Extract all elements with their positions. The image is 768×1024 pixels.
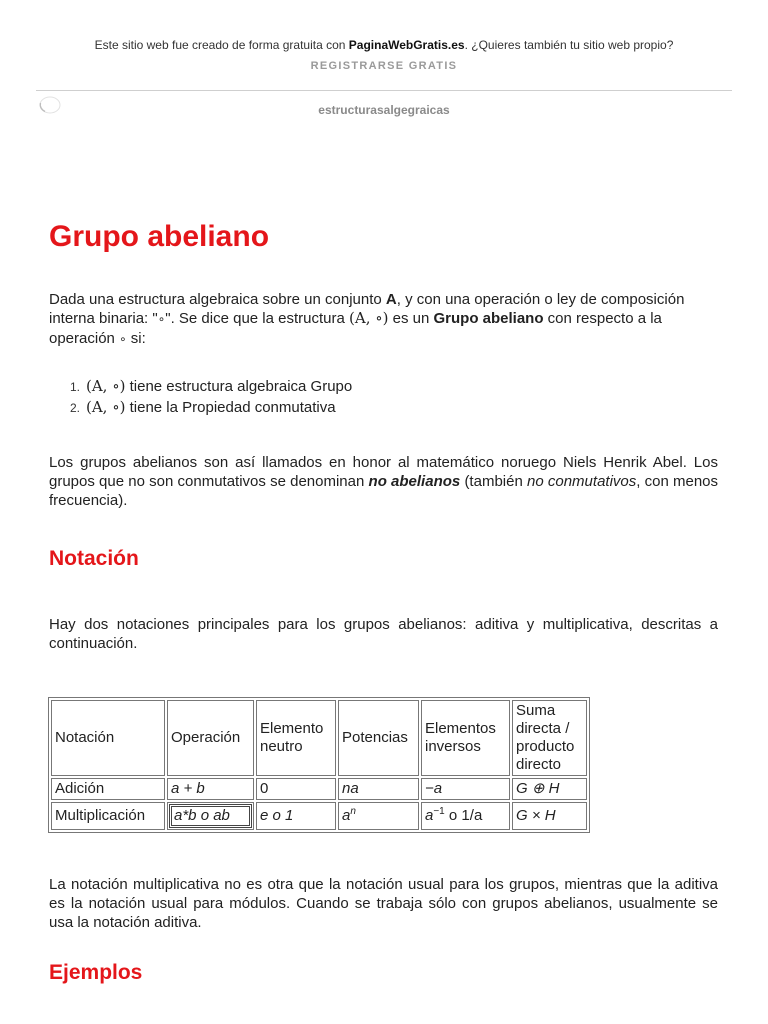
table-header-row bbox=[51, 700, 587, 776]
structure-formula: (A, ∘) bbox=[349, 309, 389, 327]
list-item bbox=[49, 397, 709, 418]
table-cell: −a bbox=[421, 778, 510, 800]
table-cell: na bbox=[338, 778, 419, 800]
banner-text-prefix: Este sitio web fue creado de forma gratuita con bbox=[94, 38, 349, 52]
table-cell bbox=[338, 802, 419, 830]
notation-heading: Notación bbox=[49, 547, 139, 570]
banner-brand-link[interactable]: PaginaWebGratis.es bbox=[348, 38, 465, 52]
list-item bbox=[49, 376, 709, 397]
header-divider bbox=[36, 90, 732, 91]
list-number: 1. bbox=[70, 380, 81, 394]
table-cell: a + b bbox=[167, 778, 254, 800]
inverse-exponent: −1 bbox=[433, 806, 445, 817]
table-row bbox=[51, 802, 587, 830]
table-header-cell: Elemento neutro bbox=[256, 700, 336, 776]
structure-formula: (A, ∘) bbox=[86, 377, 126, 395]
table-cell: G × H bbox=[512, 802, 587, 830]
examples-heading: Ejemplos bbox=[49, 961, 143, 984]
intro-text: es un bbox=[388, 310, 434, 327]
inverse-base: a bbox=[425, 807, 434, 824]
intro-text: con respecto a la operación bbox=[49, 310, 662, 347]
conditions-list bbox=[49, 376, 709, 418]
site-name-link[interactable]: estructurasalgegraicas bbox=[318, 103, 450, 117]
condition-text: tiene la Propiedad conmutativa bbox=[129, 399, 336, 416]
table-row bbox=[51, 778, 587, 800]
table-header-cell: Potencias bbox=[338, 700, 419, 776]
promo-banner bbox=[0, 38, 768, 52]
table-header-cell: Operación bbox=[167, 700, 254, 776]
table-cell bbox=[167, 802, 254, 830]
table-cell: Adición bbox=[51, 778, 165, 800]
table-cell: e o 1 bbox=[256, 802, 336, 830]
table-cell: 0 bbox=[256, 778, 336, 800]
non-commutative-term: no conmutativos bbox=[527, 473, 637, 490]
table-header-cell: Notación bbox=[51, 700, 165, 776]
page-title: Grupo abeliano bbox=[49, 220, 270, 253]
list-number: 2. bbox=[70, 401, 81, 415]
set-a: A bbox=[385, 291, 397, 308]
table-cell bbox=[421, 802, 510, 830]
table-header-cell: Suma directa / producto directo bbox=[512, 700, 587, 776]
inverse-alt: o 1/a bbox=[448, 807, 483, 824]
history-text: Los grupos abelianos son así llamados en honor al matemático noruego Niels Henrik Abel. Los grupos que no son conmutativos se denominan bbox=[49, 454, 718, 490]
notation-outro-paragraph: La notación multiplicativa no es otra que la notación usual para los grupos, mientras que la aditiva es la notación usual para módulos. Cuando se trabaja sólo con grupos abelianos, usualmente se usa la notación aditiva. bbox=[49, 876, 718, 931]
intro-text: , y con una operación o ley de composición interna binaria: " bbox=[49, 291, 685, 327]
table-cell: Multiplicación bbox=[51, 802, 165, 830]
intro-text: si: bbox=[126, 330, 146, 347]
condition-text: tiene estructura algebraica Grupo bbox=[129, 378, 353, 395]
intro-text: ". Se dice que la estructura bbox=[165, 310, 350, 327]
banner-text-suffix: . ¿Quieres también tu sitio web propio? bbox=[464, 38, 674, 52]
non-abelian-term: no abelianos bbox=[368, 473, 461, 490]
intro-paragraph bbox=[49, 290, 718, 349]
boxed-operation: a*b o ab bbox=[169, 804, 252, 828]
notation-table bbox=[48, 697, 590, 833]
history-text: , con menos frecuencia). bbox=[49, 473, 719, 509]
power-base: a bbox=[342, 807, 351, 824]
intro-text: Dada una estructura algebraica sobre un conjunto bbox=[49, 291, 386, 308]
abelian-group-term: Grupo abeliano bbox=[433, 310, 544, 327]
table-header-cell: Elementos inversos bbox=[421, 700, 510, 776]
history-text: (también bbox=[460, 473, 527, 490]
composition-operator: ∘ bbox=[119, 332, 127, 346]
notation-intro-paragraph: Hay dos notaciones principales para los grupos abelianos: aditiva y multiplicativa, descritas a continuación. bbox=[49, 616, 718, 652]
table-cell: G ⊕ H bbox=[512, 778, 587, 800]
structure-formula: (A, ∘) bbox=[86, 398, 126, 416]
register-free-link[interactable]: REGISTRARSE GRATIS bbox=[310, 60, 458, 72]
history-paragraph bbox=[49, 453, 718, 510]
power-exponent: n bbox=[350, 806, 356, 817]
composition-operator: ∘ bbox=[157, 312, 166, 326]
